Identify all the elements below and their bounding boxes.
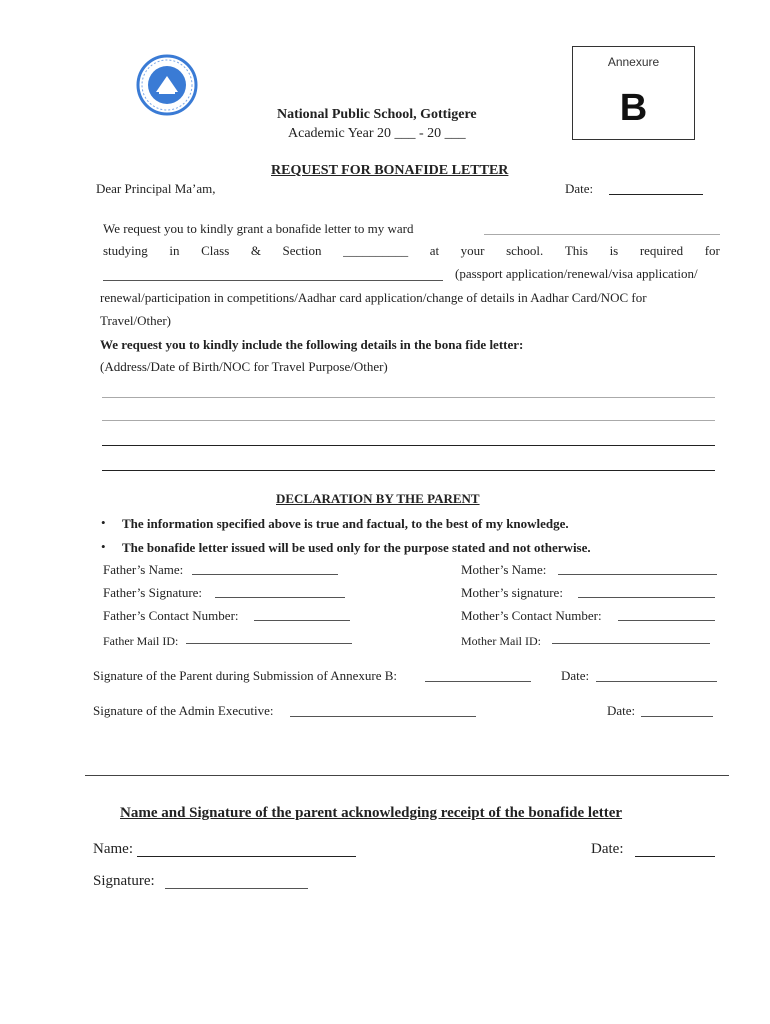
admin-date-label: Date: bbox=[607, 703, 636, 718]
word: school. bbox=[506, 243, 544, 258]
receipt-name-field[interactable] bbox=[137, 856, 356, 857]
date-field[interactable] bbox=[609, 194, 703, 195]
details-request: We request you to kindly include the following details in the bona fide letter: bbox=[100, 337, 524, 352]
form-title: REQUEST FOR BONAFIDE LETTER bbox=[271, 163, 509, 178]
receipt-title: Name and Signature of the parent acknowledging receipt of the bonafide letter bbox=[120, 805, 623, 821]
admin-date-field[interactable] bbox=[641, 716, 713, 717]
purpose-field[interactable] bbox=[103, 280, 443, 281]
declaration-title: DECLARATION BY THE PARENT bbox=[276, 491, 480, 506]
father-name-label: Father’s Name: bbox=[103, 562, 184, 577]
word: & bbox=[250, 243, 261, 258]
parent-submission-signature-field[interactable] bbox=[425, 681, 531, 682]
father-name-field[interactable] bbox=[192, 574, 338, 575]
word: for bbox=[704, 243, 720, 258]
request-line-3: (passport application/renewal/visa application/ bbox=[455, 266, 698, 281]
admin-signature-label: Signature of the Admin Executive: bbox=[93, 703, 274, 718]
details-line-3[interactable] bbox=[102, 445, 715, 446]
mother-contact-field[interactable] bbox=[618, 620, 715, 621]
request-line-2 bbox=[103, 243, 720, 259]
admin-signature-field[interactable] bbox=[290, 716, 476, 717]
word: in bbox=[169, 243, 180, 258]
declaration-item-1: The information specified above is true and factual, to the best of my knowledge. bbox=[122, 516, 569, 531]
request-line-1: We request you to kindly grant a bonafide letter to my ward bbox=[103, 221, 414, 236]
word: required bbox=[639, 243, 684, 258]
parent-submission-signature-label: Signature of the Parent during Submission of Annexure B: bbox=[93, 668, 398, 683]
word: Section bbox=[282, 243, 322, 258]
mother-mail-label: Mother Mail ID: bbox=[461, 634, 541, 648]
word: Class bbox=[201, 243, 230, 258]
annexure-letter: B bbox=[619, 87, 648, 129]
word: your bbox=[460, 243, 485, 258]
annexure-box bbox=[572, 46, 695, 140]
declaration-item-2: The bonafide letter issued will be used only for the purpose stated and not otherwise. bbox=[122, 540, 591, 555]
father-contact-label: Father’s Contact Number: bbox=[103, 608, 239, 623]
receipt-name-label: Name: bbox=[93, 841, 133, 857]
father-contact-field[interactable] bbox=[254, 620, 350, 621]
mother-mail-field[interactable] bbox=[552, 643, 710, 644]
receipt-signature-label: Signature: bbox=[93, 873, 155, 889]
request-line-5: Travel/Other) bbox=[100, 313, 172, 328]
date-label: Date: bbox=[565, 181, 594, 196]
receipt-date-label: Date: bbox=[591, 841, 624, 857]
ward-name-field[interactable] bbox=[484, 234, 720, 235]
father-mail-field[interactable] bbox=[186, 643, 352, 644]
school-logo bbox=[132, 54, 202, 116]
submission-date-label: Date: bbox=[561, 668, 590, 683]
school-name: National Public School, Gottigere bbox=[277, 107, 477, 122]
submission-date-field[interactable] bbox=[596, 681, 717, 682]
details-line-4[interactable] bbox=[102, 470, 715, 471]
father-mail-label: Father Mail ID: bbox=[103, 634, 179, 648]
details-hint: (Address/Date of Birth/NOC for Travel Purpose/Other) bbox=[100, 359, 388, 374]
mother-signature-field[interactable] bbox=[578, 597, 715, 598]
salutation: Dear Principal Ma’am, bbox=[96, 181, 216, 196]
word: This bbox=[564, 243, 588, 258]
bullet-icon: • bbox=[101, 515, 106, 530]
mother-signature-label: Mother’s signature: bbox=[461, 585, 563, 600]
word: at bbox=[429, 243, 440, 258]
details-line-1[interactable] bbox=[102, 397, 715, 398]
father-signature-label: Father’s Signature: bbox=[103, 585, 203, 600]
mother-name-label: Mother’s Name: bbox=[461, 562, 547, 577]
request-line-4: renewal/participation in competitions/Aadhar card application/change of details in Aadhar Card/NOC for bbox=[100, 290, 647, 305]
bullet-icon: • bbox=[101, 539, 106, 554]
word: is bbox=[609, 243, 619, 258]
annexure-label: Annexure bbox=[607, 55, 660, 69]
receipt-signature-field[interactable] bbox=[165, 888, 308, 889]
class-section-field[interactable]: __________ bbox=[343, 243, 409, 258]
mother-name-field[interactable] bbox=[558, 574, 717, 575]
father-signature-field[interactable] bbox=[215, 597, 345, 598]
section-divider bbox=[85, 775, 729, 776]
receipt-date-field[interactable] bbox=[635, 856, 715, 857]
word: studying bbox=[103, 243, 148, 258]
academic-year: Academic Year 20 ___ - 20 ___ bbox=[288, 126, 466, 141]
mother-contact-label: Mother’s Contact Number: bbox=[461, 608, 602, 623]
details-line-2[interactable] bbox=[102, 420, 715, 421]
